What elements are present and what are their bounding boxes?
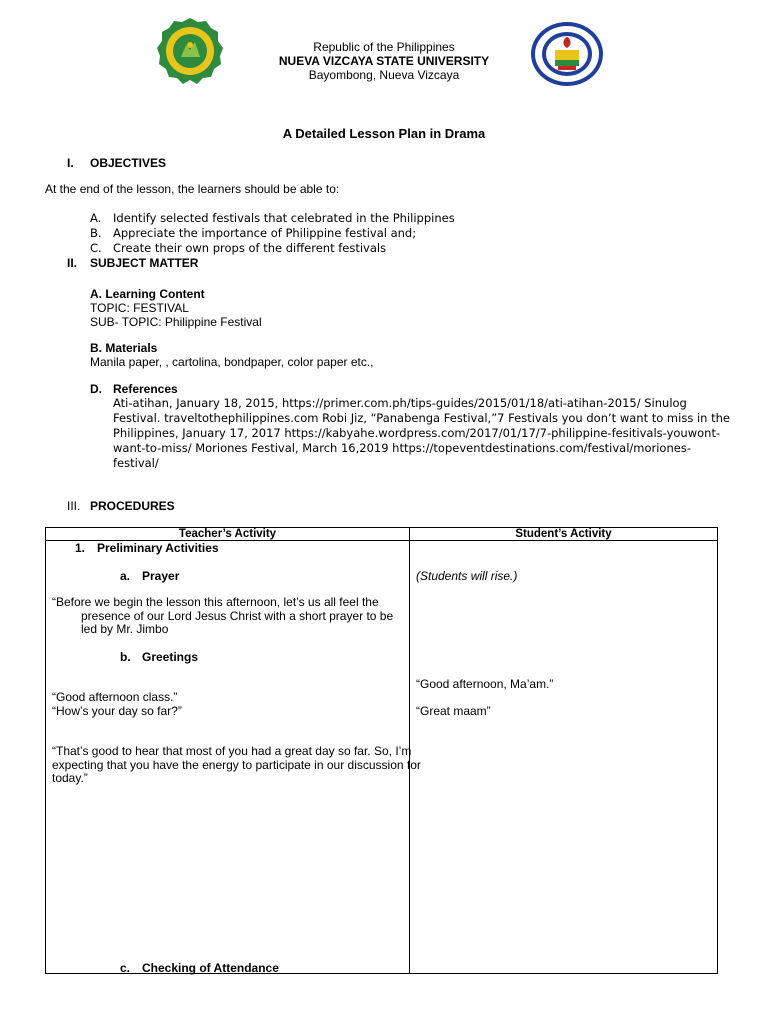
reference-line: want-to-miss/ Moriones Festival, March 16,2019 https://topeventdestinations.com/festival/moriones- (113, 441, 691, 455)
student-response-text: “Great maam” (416, 704, 491, 718)
header-location: Bayombong, Nueva Vizcaya (308, 68, 460, 82)
list-item-letter: C. (90, 241, 102, 255)
references-heading: References (113, 382, 178, 396)
learning-content-heading: A. Learning Content (90, 287, 205, 301)
cte-seal (530, 21, 604, 87)
col-teacher-header: Teacher’s Activity (46, 528, 410, 541)
text-line: “How’s your day so far?” (52, 703, 182, 718)
reference-line: festival/ (113, 456, 159, 470)
learning-content (90, 287, 262, 329)
prayer-letter: a. (120, 569, 131, 583)
prayer-student-text: (Students will rise.) (416, 569, 518, 583)
teacher-response-text (52, 745, 421, 786)
document-title: A Detailed Lesson Plan in Drama (282, 126, 486, 141)
nvsu-seal (155, 18, 225, 84)
text-line: led by Mr. Jimbo (81, 622, 169, 636)
attendance-letter: c. (120, 961, 131, 975)
topic: TOPIC: FESTIVAL (90, 301, 189, 315)
col-student-header: Student’s Activity (410, 528, 718, 541)
text-line: “That’s good to hear that most of you had a great day so far. So, I’m (52, 744, 412, 758)
prelim-num: 1. (75, 541, 86, 555)
reference-line: Ati-atihan, January 18, 2015, https://primer.com.ph/tips-guides/2015/01/18/ati-atihan-2015/ Sinulog (113, 396, 687, 410)
list-item-letter: B. (90, 226, 102, 240)
prayer-teacher-text (52, 596, 393, 637)
objectives-list (90, 211, 455, 256)
student-greeting-text: “Good afternoon, Ma’am.” (416, 677, 554, 691)
section-num-subject: II. (67, 256, 78, 270)
table-header-row (46, 528, 718, 541)
list-item-letter: A. (90, 211, 102, 225)
header-university: NUEVA VIZCAYA STATE UNIVERSITY (278, 54, 490, 68)
references-letter: D. (90, 382, 102, 396)
list-item (90, 211, 455, 226)
prayer-heading: Prayer (142, 569, 180, 583)
table-row (46, 541, 718, 974)
references-text (113, 396, 730, 471)
greetings-heading: Greetings (142, 650, 199, 664)
subtopic: SUB- TOPIC: Philippine Festival (90, 315, 262, 329)
attendance-heading: Checking of Attendance (142, 961, 279, 975)
list-item (90, 226, 455, 241)
section-num-procedures: III. (67, 499, 81, 513)
text-line: expecting that you have the energy to participate in our discussion for (52, 757, 421, 772)
student-activity-cell (410, 541, 718, 974)
procedures-heading: PROCEDURES (90, 499, 175, 513)
reference-line: Festival. traveltothephilippines.com Robi Jiz, “Panabenga Festival,”7 Festivals you don’t want to miss in the (113, 411, 730, 425)
teacher-activity-cell (46, 541, 421, 975)
materials-heading: B. Materials (90, 341, 158, 355)
materials (90, 341, 374, 369)
text-line: presence of our Lord Jesus Christ with a short prayer to be (81, 608, 394, 623)
prelim-heading: Preliminary Activities (97, 541, 219, 555)
text-line: “Good afternoon class.” (52, 690, 178, 704)
list-item-text: Identify selected festivals that celebrated in the Philippines (113, 211, 455, 225)
greetings-letter: b. (120, 650, 131, 664)
header-republic: Republic of the Philippines (313, 40, 455, 54)
materials-text: Manila paper, , cartolina, bondpaper, color paper etc., (90, 355, 374, 369)
procedures-table (45, 527, 718, 974)
objectives-heading: OBJECTIVES (90, 156, 167, 170)
greet-teacher-text (52, 691, 182, 718)
reference-line: Philippines, January 17, 2017 https://kabyahe.wordpress.com/2017/01/17/7-philippine-fesitivals-youwont- (113, 426, 721, 440)
subject-matter-heading: SUBJECT MATTER (90, 256, 199, 270)
list-item-text: Create their own props of the different festivals (113, 241, 387, 255)
objectives-intro: At the end of the lesson, the learners should be able to: (45, 182, 340, 196)
text-line: today.” (52, 771, 88, 785)
section-num-objectives: I. (67, 156, 74, 170)
list-item (90, 241, 455, 256)
list-item-text: Appreciate the importance of Philippine festival and; (113, 226, 417, 240)
text-line: “Before we begin the lesson this afternoon, let’s us all feel the (52, 595, 379, 609)
